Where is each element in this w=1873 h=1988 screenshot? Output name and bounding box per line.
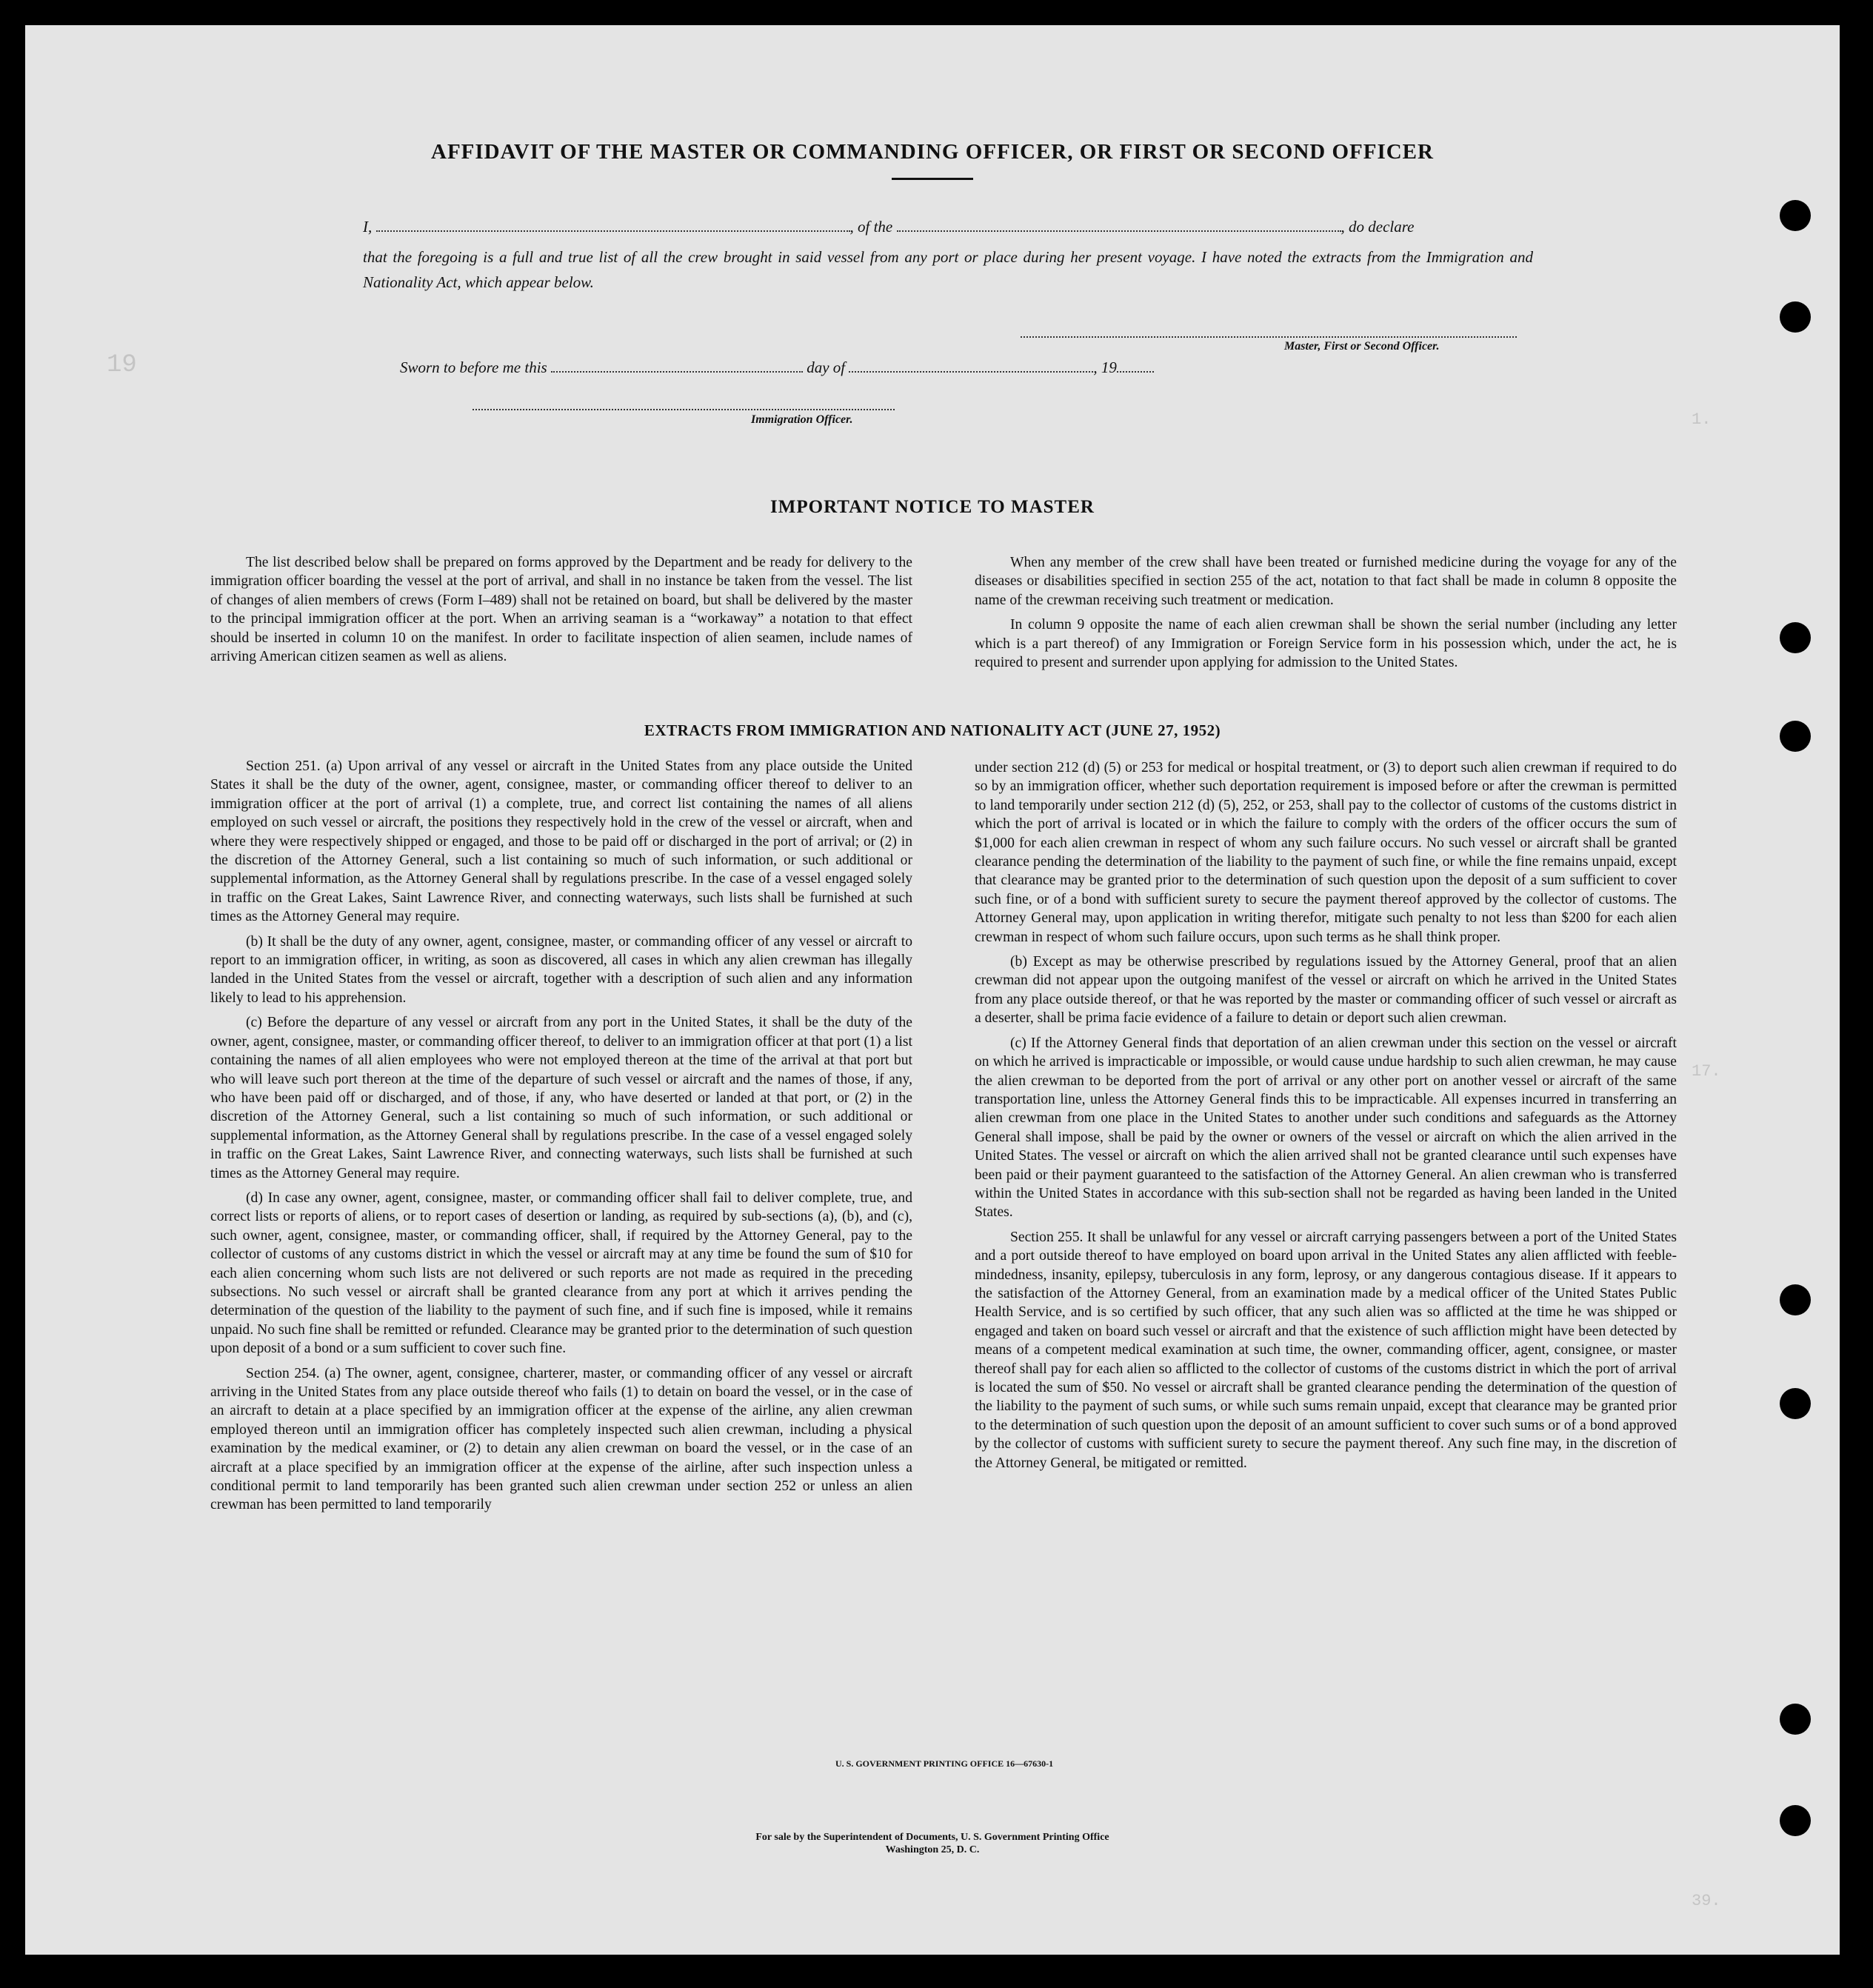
punch-hole: [1780, 301, 1811, 333]
notice-heading: IMPORTANT NOTICE TO MASTER: [770, 497, 1095, 517]
bleed-through-mark: 1.: [1692, 410, 1712, 429]
statute-paragraph: Section 254. (a) The owner, agent, consignee, charterer, master, or commanding officer of any vessel or aircraft arriving in the United States from any place outside thereof who fails (1) to detain on board the vessel, or in the case of an aircraft to detain at a place specified by an immigration officer at the expense of the airline, any alien crewman employed thereon until an immigration officer has completely inspected such alien crewman, including a physical examination by the medical examiner, or (2) to detain any alien crewman on board the vessel, or in the case of an aircraft at a place specified by an immigration officer at the expense of the airline, after such inspection unless a conditional permit to land temporarily has been granted such alien crewman under section 252 or unless an alien crewman has been permitted to land temporarily: [210, 1365, 912, 1513]
punch-hole: [1780, 1704, 1811, 1735]
notice-right-column: [975, 553, 1677, 678]
affidavit-section: [25, 140, 1840, 180]
bleed-through-mark: 39.: [1692, 1892, 1721, 1910]
notice-paragraph: The list described below shall be prepared on forms approved by the Department and be ready for delivery to the immigration officer boarding the vessel at the port of arrival, and shall in no instance be taken from the vessel. The list of changes of alien members of crews (Form I–489) shall not be retained on board, but shall be delivered by the master to the principal immigration officer at the port. When an arriving seaman is a “workaway” a notation to that effect should be inserted in column 10 on the manifest. In order to facilitate inspection of alien seamen, include names of arriving American citizen seamen as well as aliens.: [210, 555, 912, 665]
punch-hole: [1780, 200, 1811, 231]
punch-hole: [1780, 1284, 1811, 1315]
master-signature-line[interactable]: [1021, 336, 1517, 338]
statute-paragraph: (c) If the Attorney General finds that deportation of an alien crewman under this section on the vessel or aircraft on which he arrived is impracticable or impossible, or would cause undue hardship to such alien crewman, he may cause the alien crewman to be deported from the port of arrival or any other port on another vessel or aircraft of the same transportation line, unless the Attorney General finds this to be impracticable. All expenses incurred in transferring an alien crewman from one place in the United States to another under such conditions and safeguards as the Attorney General shall impose, shall be paid by the owner or owners of the vessel or aircraft on which the alien arrived in the United States. The vessel or aircraft on which the alien arrived shall not be granted clearance until such expenses have been paid or their payment guaranteed to the satisfaction of the Attorney General. An alien crewman who is transferred within the United States in accordance with this sub-section shall not be regarded as having been landed in the United States.: [975, 1035, 1677, 1221]
document-page: [25, 25, 1840, 1955]
immigration-signature-line[interactable]: [473, 409, 895, 410]
sworn-line: Sworn to before me this day of , 19: [400, 358, 1511, 377]
sworn-day-blank[interactable]: [551, 370, 803, 373]
notice-left-column: [210, 553, 912, 672]
title-rule: [892, 178, 973, 180]
punch-hole: [1780, 1388, 1811, 1419]
bleed-through-mark: 19: [107, 351, 137, 379]
extracts-left-column: [210, 757, 912, 1521]
statute-paragraph: (d) In case any owner, agent, consignee, master, or commanding officer shall fail to deliver complete, true, and correct lists or reports of aliens, or to report cases of desertion or landing, as required by sub-sections (a), (b), and (c), such owner, agent, consignee, master, or commanding officer, shall, if required by the Attorney General, pay to the collector of customs of any customs district in which the vessel or aircraft may at any time be found the sum of $10 for each alien concerning whom such lists are not delivered or such reports are not made as required in the preceding subsections. No such vessel or aircraft shall be granted clearance from any port at which it arrives pending the determination of the question of the liability to the payment of such fine, and if such fine is imposed, while it remains unpaid. No such fine shall be remitted or refunded. Clearance may be granted prior to the determination of such question upon deposit of a bond or a sum sufficient to cover such fine.: [210, 1190, 912, 1357]
immigration-signature-label: Immigration Officer.: [751, 413, 853, 426]
vessel-blank[interactable]: [897, 230, 1341, 232]
statute-paragraph: Section 255. It shall be unlawful for any vessel or aircraft carrying passengers between a port of the United States and a port outside thereof to have employed on board upon arrival in the United States any alien afflicted with feeble-mindedness, insanity, epilepsy, tuberculosis in any form, leprosy, or any dangerous contagious disease. If it appears to the satisfaction of the Attorney General, from an examination made by a medical officer of the United States Public Health Service, and is so certified by such officer, that any such alien was so afflicted at the time he was shipped or engaged and taken on board such vessel or aircraft and that the existence of such affliction might have been detected by means of a competent medical examination at such time, the owner, commanding officer, agent, consignee, or master thereof shall pay for each alien so afflicted to the collector of customs of the customs district in which the port of arrival is located the sum of $50. No vessel or aircraft shall be granted clearance pending the determination of the question of the liability to the payment of such sums, or while such sums remain unpaid, except that clearance may be granted prior to the determination of such question upon the deposit of an amount sufficient to cover such sums or of a bond approved by the collector of customs with sufficient surety to secure the payment thereof. Any such fine may, in the discretion of the Attorney General, be mitigated or remitted.: [975, 1229, 1677, 1471]
notice-paragraph: When any member of the crew shall have been treated or furnished medicine during the voyage for any of the diseases or disabilities specified in section 255 of the act, notation to that fact shall be made in column 8 opposite the name of the crewman receiving such treatment or medication.: [975, 555, 1677, 608]
bleed-through-mark: 17.: [1692, 1062, 1721, 1081]
extracts-heading: EXTRACTS FROM IMMIGRATION AND NATIONALITY ACT (JUNE 27, 1952): [644, 721, 1221, 739]
sworn-month-blank[interactable]: [849, 370, 1093, 373]
statute-paragraph: under section 212 (d) (5) or 253 for medical or hospital treatment, or (3) to deport such alien crewman if required to do so by an immigration officer, whether such deportation requirement is imposed before or after the crewman is permitted to land temporarily under section 212 (d) (5), 252, or 253, shall pay to the collector of customs of the customs district in which the port of arrival is located or in which the failure to comply with the orders of the officer occurs the sum of $1,000 for each alien crewman in respect of whom any such failure occurs. No such vessel or aircraft shall be granted clearance pending the determination of the liability to the payment of such fine, or while the fine remains unpaid, except that clearance may be granted prior to the determination of such question upon the deposit of a sum sufficient to cover such fine, or of a bond with sufficient surety to secure the payment thereof approved by the collector of customs. The Attorney General may, upon application in writing therefor, mitigate such penalty to not less than $200 for each alien crewman in respect of whom such failure occurs, upon such terms as he shall think proper.: [975, 760, 1677, 945]
affidavit-title: AFFIDAVIT OF THE MASTER OR COMMANDING OFFICER, OR FIRST OR SECOND OFFICER: [431, 140, 1434, 164]
notice-paragraph: In column 9 opposite the name of each alien crewman shall be shown the serial number (including any letter which is a part thereof) of any Immigration or Foreign Service form in his possession which, under the act, he is required to present and surrender upon applying for admission to the United States.: [975, 617, 1677, 671]
declaration-body: that the foregoing is a full and true list of all the crew brought in said vessel from any port or place during her present voyage. I have noted the extracts from the Immigration and Nationality Act, which appear below.: [363, 248, 1533, 291]
sale-notice: For sale by the Superintendent of Documents, U. S. Government Printing Office Washington 25, D. C.: [755, 1832, 1109, 1855]
sworn-year-blank[interactable]: [1117, 370, 1154, 373]
master-signature-label: Master, First or Second Officer.: [1284, 340, 1440, 353]
punch-hole: [1780, 622, 1811, 653]
gpo-imprint: U. S. GOVERNMENT PRINTING OFFICE 16—67630-1: [835, 1758, 1054, 1769]
statute-paragraph: Section 251. (a) Upon arrival of any vessel or aircraft in the United States from any place outside the United States it shall be the duty of the owner, agent, consignee, master, or commanding officer thereof to deliver to an immigration officer at the port of arrival (1) a complete, true, and correct list containing the names of all aliens employed on such vessel or aircraft, the positions they respectively hold in the crew of the vessel or aircraft, when and where they were respectively shipped or engaged, and those to be paid off or discharged in the port of arrival; or (2) in the discretion of the Attorney General, such a list containing so much of such information, or such additional or supplemental information, as the Attorney General shall by regulations prescribe. In the case of a vessel engaged solely in traffic on the Great Lakes, Saint Lawrence River, and connecting waterways, such lists shall be furnished at such times as the Attorney General may require.: [210, 758, 912, 925]
statute-paragraph: (b) Except as may be otherwise prescribed by regulations issued by the Attorney General, proof that an alien crewman did not appear upon the outgoing manifest of the vessel or aircraft on which he arrived in the United States from any place outside thereof, or that he was reported by the master or commanding officer of such vessel or aircraft as a deserter, shall be prima facie evidence of a failure to detain or deport such alien crewman.: [975, 954, 1677, 1027]
statute-paragraph: (c) Before the departure of any vessel or aircraft from any port in the United States, it shall be the duty of the owner, agent, consignee, master, or commanding officer thereof, to deliver to an immigration officer at that port (1) a list containing the names of all alien employees who were not employed thereon at the time of the arrival at that port but who will leave such port thereon at the time of the departure of such vessel or aircraft and the names of those, if any, who have been paid off or discharged, and of those, if any, who have deserted or landed at that port, or (2) in the discretion of the Attorney General, such a list containing so much of such information, or such additional or supplemental information, as the Attorney General shall by regulations prescribe. In the case of a vessel engaged solely in traffic on the Great Lakes, Saint Lawrence River, and connecting waterways, such lists shall be furnished at such times as the Attorney General may require.: [210, 1015, 912, 1181]
declaration-line: I, , of the , do declare: [363, 218, 1415, 236]
name-blank[interactable]: [376, 230, 850, 232]
extracts-right-column: [975, 758, 1677, 1478]
statute-paragraph: (b) It shall be the duty of any owner, agent, consignee, master, or commanding officer of any vessel or aircraft to report to an immigration officer, in writing, as soon as discovered, all cases in which any alien crewman has illegally landed in the United States from the vessel or aircraft, together with a description of such alien and any information likely to lead to his apprehension.: [210, 933, 912, 1006]
